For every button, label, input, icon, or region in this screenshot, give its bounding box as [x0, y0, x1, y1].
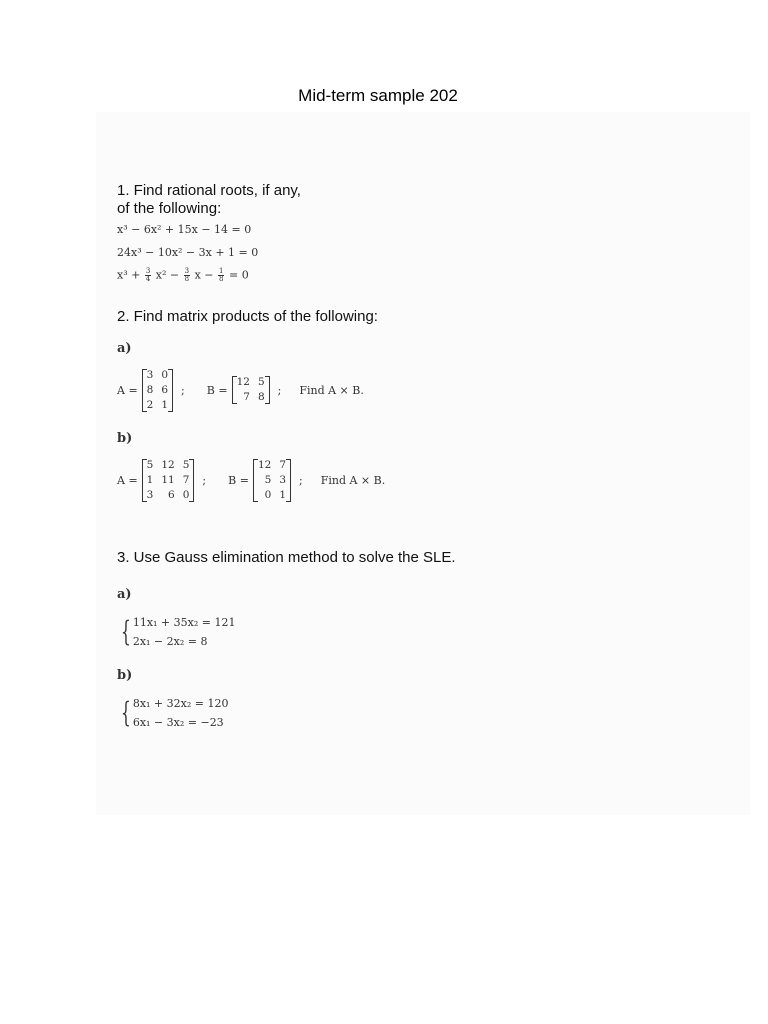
- part-b-label: b): [117, 668, 133, 683]
- matrix-cell: 1: [146, 473, 154, 486]
- matrix-cell: 1: [279, 488, 286, 501]
- equation-3-term: = 0: [228, 268, 249, 282]
- matrix-a-label: A =: [117, 473, 138, 487]
- brace-symbol: {: [121, 696, 131, 729]
- matrix-cell: 0: [264, 488, 272, 501]
- matrix-cell: 5: [146, 458, 154, 471]
- equation-3-term: x² −: [155, 268, 180, 282]
- matrix-cell: 7: [243, 391, 250, 403]
- fraction: [145, 268, 151, 283]
- separator: ;: [277, 383, 282, 397]
- system-equation: 8x₁ + 32x₂ = 120: [132, 697, 229, 710]
- fraction-numerator: 3: [184, 267, 190, 275]
- question-1-line-2: of the following:: [117, 200, 222, 217]
- matrix-cell: 5: [264, 473, 272, 486]
- matrix-problem-b: [117, 458, 385, 502]
- matrix-cell: 3: [146, 368, 154, 381]
- matrix-cell: 5: [182, 458, 190, 471]
- matrix-b-label: B =: [206, 383, 228, 397]
- matrix-a: [142, 369, 173, 412]
- matrix-cell: 6: [161, 383, 169, 396]
- matrix-cell: 0: [182, 488, 190, 501]
- fraction-numerator: 1: [219, 267, 224, 275]
- matrix-cell: 5: [257, 376, 265, 388]
- fraction-denominator: 8: [219, 275, 224, 283]
- question-1-line-1: 1. Find rational roots, if any,: [117, 182, 301, 199]
- matrix-cell: 2: [146, 398, 154, 411]
- equation-system-b: [117, 694, 228, 732]
- system-equation: 6x₁ − 3x₂ = −23: [132, 716, 224, 729]
- instruction-text: Find A × B.: [299, 383, 364, 397]
- question-3-heading: 3. Use Gauss elimination method to solve the SLE.: [117, 549, 456, 566]
- matrix-cell: 3: [146, 488, 154, 501]
- fraction: [184, 268, 190, 283]
- document-title: Mid-term sample 202: [298, 86, 458, 105]
- equation-system-a: [117, 613, 235, 651]
- fraction-denominator: 4: [145, 275, 151, 283]
- equation-1: x³ − 6x² + 15x − 14 = 0: [117, 223, 252, 236]
- fraction: [218, 268, 224, 283]
- matrix-cell: 12: [161, 458, 175, 471]
- part-a-label: a): [117, 341, 132, 356]
- part-b-label: b): [117, 431, 133, 446]
- matrix-cell: 3: [279, 473, 286, 486]
- question-1-heading: [117, 182, 301, 218]
- question-2-heading: 2. Find matrix products of the following:: [117, 308, 378, 325]
- matrix-problem-a: [117, 368, 364, 412]
- matrix-cell: 12: [257, 458, 272, 471]
- matrix-cell: 6: [168, 488, 175, 501]
- brace-symbol: {: [121, 615, 131, 648]
- matrix-b: [253, 459, 291, 502]
- matrix-cell: 7: [182, 473, 190, 486]
- matrix-b-label: B =: [228, 473, 249, 487]
- matrix-cell: 12: [236, 376, 250, 388]
- separator: ;: [202, 473, 207, 487]
- system-equation: 2x₁ − 2x₂ = 8: [132, 635, 208, 648]
- matrix-cell: 8: [146, 383, 154, 396]
- matrix-cell: 8: [257, 391, 265, 403]
- equation-3-term: x³ +: [117, 268, 141, 282]
- matrix-cell: 11: [161, 473, 175, 486]
- separator: ;: [181, 383, 185, 397]
- instruction-text: Find A × B.: [320, 473, 386, 487]
- part-a-label: a): [117, 587, 132, 602]
- fraction-denominator: 8: [184, 275, 190, 283]
- fraction-numerator: 3: [145, 267, 151, 275]
- matrix-cell: 0: [161, 368, 169, 381]
- matrix-b: [232, 376, 270, 404]
- equation-2: 24x³ − 10x² − 3x + 1 = 0: [117, 246, 259, 259]
- system-equation: 11x₁ + 35x₂ = 121: [132, 616, 236, 629]
- matrix-a: [142, 459, 195, 502]
- equation-3: [117, 268, 249, 283]
- equation-3-term: x −: [194, 268, 214, 282]
- matrix-cell: 7: [279, 458, 286, 471]
- matrix-cell: 1: [161, 398, 169, 411]
- separator: ;: [299, 473, 303, 487]
- matrix-a-label: A =: [117, 383, 138, 397]
